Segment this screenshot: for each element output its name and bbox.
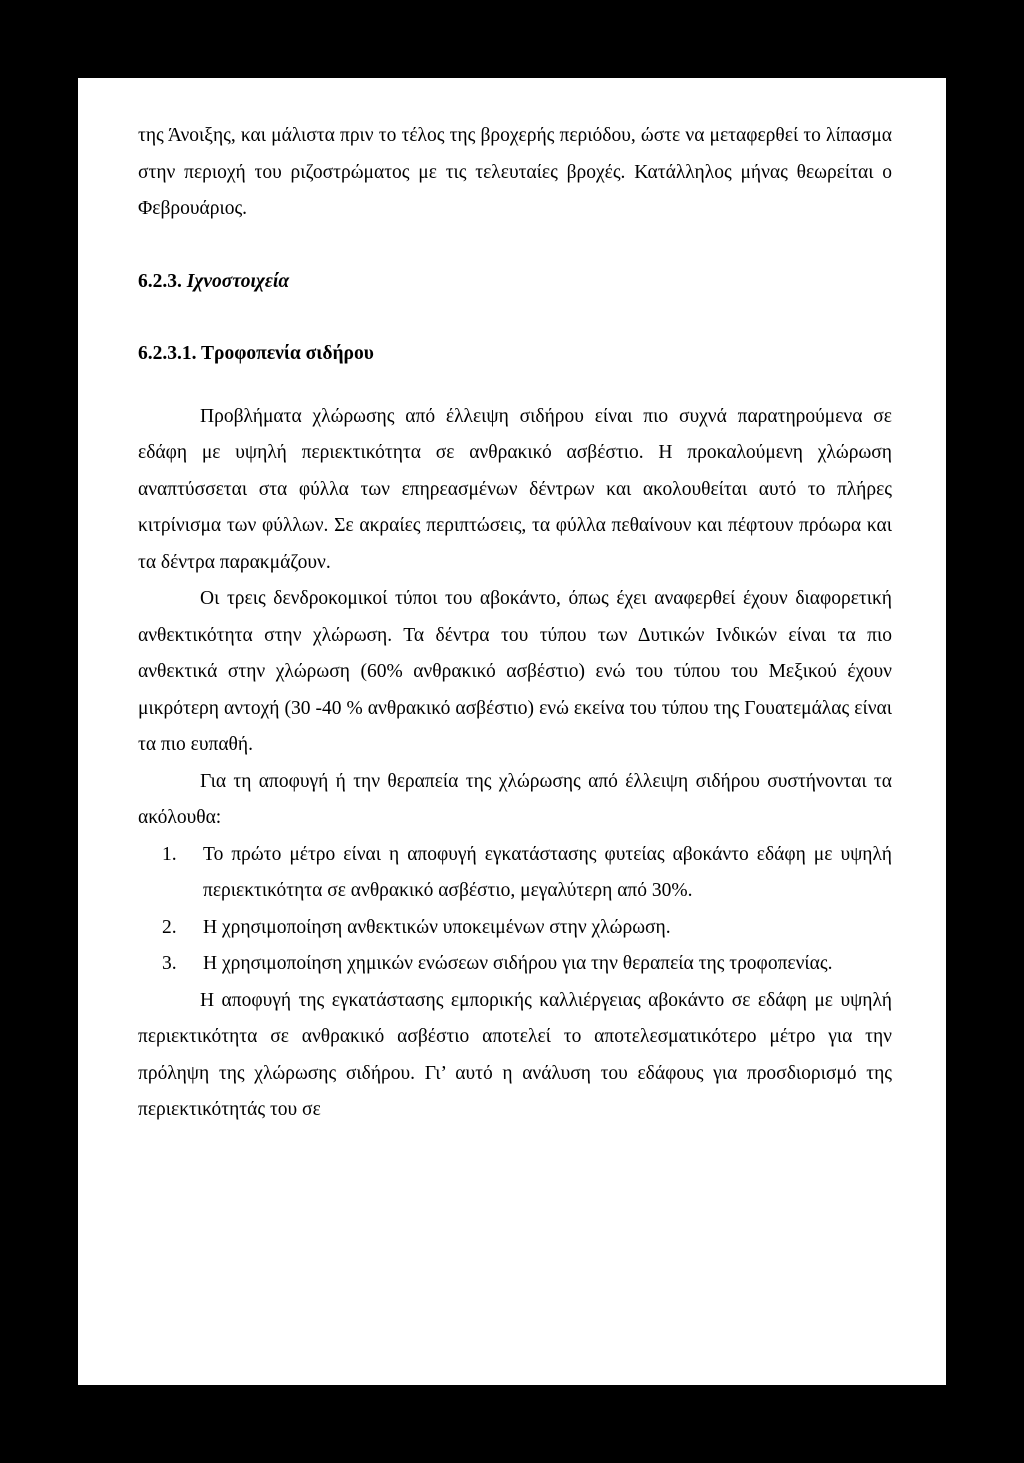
document-page xyxy=(78,78,946,1385)
list-item xyxy=(162,910,892,947)
paragraph-recommendations: Για τη αποφυγή ή την θεραπεία της χλώρωσης από έλλειψη σιδήρου συστήνονται τα ακόλουθα: xyxy=(138,770,892,828)
list-item xyxy=(162,946,892,983)
page-content xyxy=(138,118,892,1129)
list-item-text: Το πρώτο μέτρο είναι η αποφυγή εγκατάστασης φυτείας αβοκάντο εδάφη με υψηλή περιεκτικότητα σε ανθρακικό ασβέστιο, μεγαλύτερη από 30%. xyxy=(203,843,892,901)
subsection-number: 6.2.3.1. xyxy=(138,343,197,364)
recommendations-list xyxy=(138,837,892,983)
section-heading xyxy=(138,264,892,301)
list-item-number: 2. xyxy=(162,916,177,938)
paragraph-chlorosis: Προβλήματα χλώρωσης από έλλειψη σιδήρου είναι πιο συχνά παρατηρούμενα σε εδάφη με υψηλή περιεκτικότητα σε ανθρακικό ασβέστιο. Η προκαλούμενη χλώρωση αναπτύσσεται στα φύλλα των επηρεασμένων δέντρων και ακολουθείται αυτό το πλήρες κιτρίνισμα των φύλλων. Σε ακραίες περιπτώσεις, τα φύλλα πεθαίνουν και πέφτουν πρόωρα και τα δέντρα παρακμάζουν. xyxy=(138,405,892,573)
subsection-heading xyxy=(138,336,892,373)
paragraph-varieties: Οι τρεις δενδροκομικοί τύποι του αβοκάντο, όπως έχει αναφερθεί έχουν διαφορετική ανθεκτικότητα στην χλώρωση. Τα δέντρα του τύπου των Δυτικών Ινδικών είναι τα πιο ανθεκτικά στην χλώρωση (60% ανθρακικό ασβέστιο) ενώ του τύπου του Μεξικού έχουν μικρότερη αντοχή (30 -40 % ανθρακικό ασβέστιο) ενώ εκείνα του τύπου της Γουατεμάλας είναι τα πιο ευπαθή. xyxy=(138,588,892,755)
subsection-title: Τροφοπενία σιδήρου xyxy=(201,343,374,364)
list-item xyxy=(162,837,892,910)
list-item-text: Η χρησιμοποίηση ανθεκτικών υποκειμένων στην χλώρωση. xyxy=(203,916,671,938)
list-item-number: 3. xyxy=(162,953,177,974)
section-title: Ιχνοστοιχεία xyxy=(186,270,290,292)
list-item-number: 1. xyxy=(162,843,177,865)
continuation-paragraph: της Άνοιξης, και μάλιστα πριν το τέλος της βροχερής περιόδου, ώστε να μεταφερθεί το λίπασμα στην περιοχή του ριζοστρώματος με τις τελευταίες βροχές. Κατάλληλος μήνας θεωρείται ο Φεβρουάριος. xyxy=(138,125,892,219)
list-item-text: Η χρησιμοποίηση χημικών ενώσεων σιδήρου για την θεραπεία της τροφοπενίας. xyxy=(203,953,833,974)
closing-paragraph: Η αποφυγή της εγκατάστασης εμπορικής καλλιέργειας αβοκάντο σε εδάφη με υψηλή περιεκτικότητα σε ανθρακικό ασβέστιο αποτελεί το αποτελεσματικότερο μέτρο για την πρόληψη της χλώρωσης σιδήρου. Γι’ αυτό η ανάλυση του εδάφους για προσδιορισμό της περιεκτικότητάς του σε xyxy=(138,989,892,1120)
section-number: 6.2.3. xyxy=(138,270,182,292)
